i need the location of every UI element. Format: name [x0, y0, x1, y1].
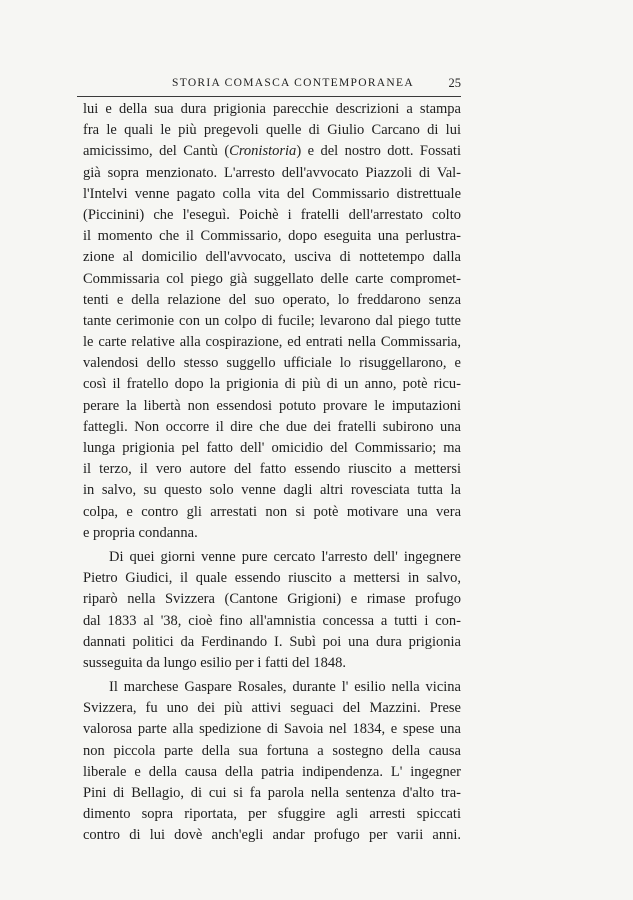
text-line: liberale e della causa della patria indipendenza. L' ingegner — [83, 763, 461, 780]
text-line: Pietro Giudici, il quale essendo riuscito a mettersi in salvo, — [83, 570, 461, 587]
text-line: Di quei giorni venne pure cercato l'arresto dell' ingegnere — [109, 548, 461, 565]
text-line: riparò nella Svizzera (Cantone Grigioni) e rimase profugo — [83, 591, 461, 608]
text-line: fattegli. Non occorre il dire che due dei fratelli subirono una — [83, 418, 461, 435]
text-line: colpa, e contro gli arrestati non si potè motivare una vera — [83, 503, 461, 520]
text-line: tenti e della relazione del suo operato, lo freddarono senza — [83, 291, 461, 308]
running-head-title: STORIA COMASCA CONTEMPORANEA — [172, 77, 414, 89]
text-line: valorosa parte alla spedizione di Savoia nel 1834, e spese una — [83, 721, 461, 738]
body-text — [83, 99, 461, 847]
text-line: così il fratello dopo la prigionia di più di un anno, potè ricu- — [83, 376, 461, 393]
text-line: tante cerimonie con un colpo di fucile; levarono dal piego tutte — [83, 312, 461, 329]
text-line: contro di lui dovè anch'egli andar profugo per varii anni. — [83, 827, 461, 844]
text-line: il terzo, il vero autore del fatto essendo riuscito a mettersi — [83, 461, 461, 478]
page-number: 25 — [448, 76, 461, 90]
header-rule — [77, 96, 461, 97]
text-line: già sopra menzionato. L'arresto dell'avvocato Piazzoli di Val- — [83, 164, 461, 181]
text-line: e propria condanna. — [83, 524, 198, 541]
text-line: non piccola parte della sua fortuna a sostegno della causa — [83, 742, 461, 759]
text-line: il momento che il Commissario, dopo eseguita una perlustra- — [83, 228, 461, 245]
text-line: dal 1833 al '38, cioè fino all'amnistia concessa a tutti i con- — [83, 612, 461, 629]
text-line: dimento sopra riportata, per sfuggire agli arresti spiccati — [83, 806, 461, 823]
text-line: lunga prigionia pel fatto dell' omicidio del Commissario; ma — [83, 440, 461, 456]
text-line: perare la libertà non essendosi potuto provare le imputazioni — [83, 397, 461, 414]
text-line: susseguita da lungo esilio per i fatti del 1848. — [83, 654, 346, 671]
text-line — [83, 141, 461, 162]
text-line: Pini di Bellagio, di cui si fa parola nella sentenza d'alto tra- — [83, 785, 461, 801]
running-head — [76, 70, 461, 94]
text-line: Commissaria col piego già suggellato delle carte compromet- — [83, 270, 461, 287]
italic-title: Cronistoria — [229, 143, 297, 160]
text-line: in salvo, su questo solo venne dagli altri rovesciata tutta la — [83, 482, 461, 499]
text-line: Svizzera, fu uno dei più attivi seguaci del Mazzini. Prese — [83, 700, 461, 717]
text-fragment: ) e del nostro dott. Fossati — [296, 143, 461, 160]
text-line: le carte relative alla cospirazione, ed entrati nella Commissaria, — [83, 334, 461, 351]
text-line: dannati politici da Ferdinando I. Subì poi una dura prigionia — [83, 633, 461, 650]
text-line: (Piccinini) che l'eseguì. Poichè i fratelli dell'arrestato colto — [83, 206, 461, 223]
text-line: fra le quali le più pregevoli quelle di Giulio Carcano di lui — [83, 122, 461, 139]
text-line: Il marchese Gaspare Rosales, durante l' esilio nella vicina — [109, 679, 461, 696]
text-line: l'Intelvi venne pagato colla vita del Commissario distrettuale — [83, 185, 461, 202]
text-line: valendosi dello stesso suggello ufficiale lo risuggellarono, e — [83, 355, 461, 372]
text-fragment: amicissimo, del Cantù ( — [83, 143, 230, 160]
text-line: zione al domicilio dell'avvocato, usciva di nottetempo dalla — [83, 249, 461, 266]
text-line: lui e della sua dura prigionia parecchie descrizioni a stampa — [83, 101, 461, 117]
